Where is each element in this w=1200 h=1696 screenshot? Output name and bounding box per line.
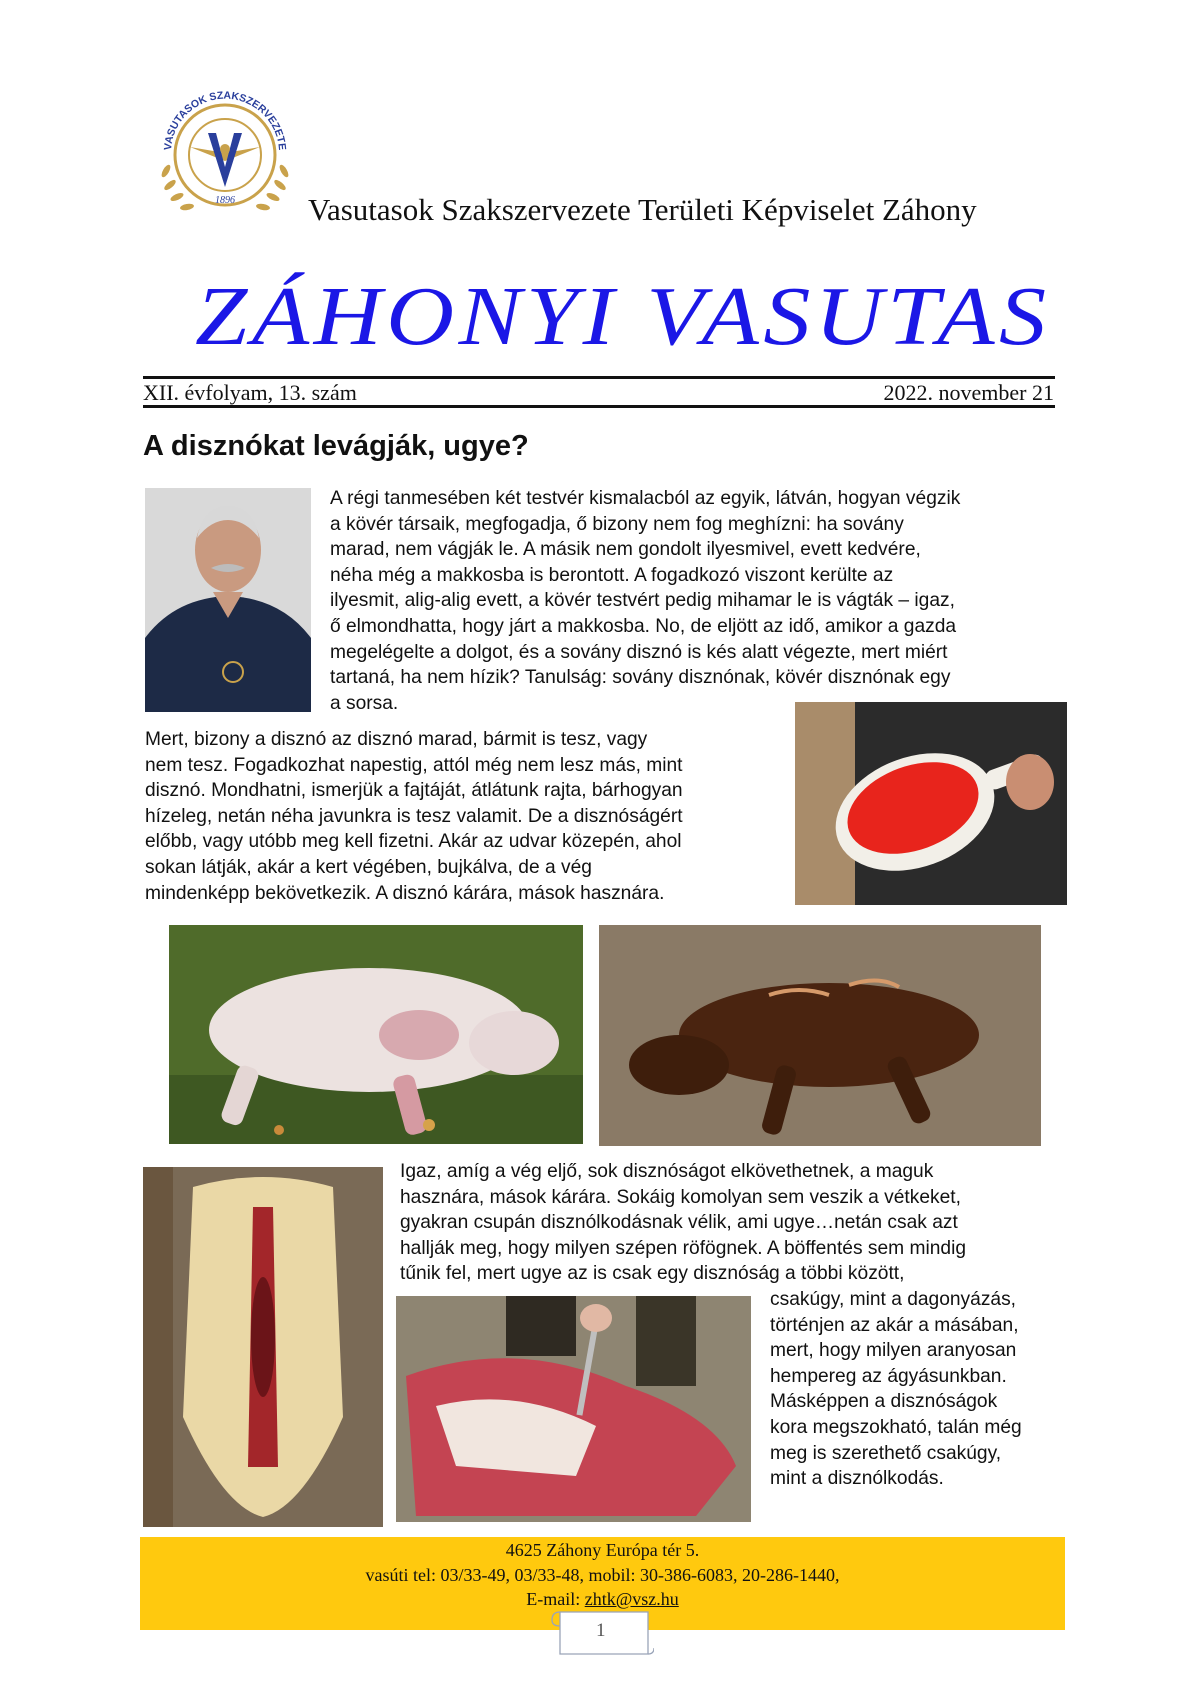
masthead-rule-top: [143, 376, 1055, 379]
article-paragraph-2: Mert, bizony a disznó az disznó marad, bármit is tesz, vagy nem tesz. Fogadkozhat napestig, attól még nem lesz más, mint disznó. Mondhatni, ismerjük a fajtáját, átlátunk rajta, bárhogyan hízeleg, netán néha javunkra is tesz valamit. De a disznóságért előbb, vagy utóbb meg kell fizetni. Akár az udvar közepén, ahol sokan látják, akár a kert végében, bujkálva, de a vég mindenképp bekövetkezik. A disznó kárára, mások hasznára.: [145, 729, 683, 904]
issue-number: XII. évfolyam, 13. szám: [143, 380, 357, 405]
footer-email-link[interactable]: zhtk@vsz.hu: [584, 1589, 679, 1609]
masthead-rule-bottom: [143, 405, 1055, 408]
scorched-pig-photo: [599, 925, 1041, 1146]
white-pig-photo: [169, 925, 583, 1144]
footer-email-label: E-mail:: [526, 1589, 581, 1609]
issue-date: 2022. november 21: [883, 380, 1054, 405]
logo-year: 1896: [215, 195, 235, 206]
split-carcass-photo: [143, 1167, 383, 1527]
article-paragraph-1: A régi tanmesében két testvér kismalacból az egyik, látván, hogyan végzik a kövér társaik, megfogadja, ő bizony nem fog meghízni: ha sovány marad, nem vágják le. A másik nem gondolt ilyesmivel, evett kedvére, néha még a makkosba is berontott. A fogadkozó viszont kerülte az ilyesmit, alig-alig evett, a kövér testvért pedig mihamar le is vágták – igaz, ő elmondhatta, hogy járt a makkosba. No, de eljött az idő, amikor a gazda megelégelte a dolgot, és a sovány disznó is kés alatt végezte, mert miért tartaná, ha nem hízik? Tanulság: sovány disznónak, kövér disznónak egy a sorsa.: [330, 488, 961, 714]
union-logo: [150, 75, 300, 225]
butchering-photo: [396, 1296, 751, 1522]
organization-name: Vasutasok Szakszervezete Területi Képviselet Záhony: [308, 192, 977, 227]
article-paragraph-3: Igaz, amíg a vég eljő, sok disznóságot elkövethetnek, a maguk hasznára, mások kárára. Sokáig komolyan sem veszik a vétkeket, gyakran csupán disznólkodásnak vélik, ami ugye…netán csak azt hallják meg, hogy milyen szépen röfögnek. A böffentés sem mindig tűnik fel, mert ugye az is csak egy disznóság a többi között,: [400, 1161, 967, 1285]
page-number: 1: [596, 1620, 606, 1641]
footer-address: 4625 Záhony Európa tér 5.: [505, 1540, 700, 1560]
footer-phones: vasúti tel: 03/33-49, 03/33-48, mobil: 30-386-6083, 20-286-1440,: [365, 1564, 840, 1585]
newspaper-masthead: ZÁHONYI VASUTAS: [195, 270, 1051, 363]
article-title: A disznókat levágják, ugye?: [143, 430, 529, 462]
article-paragraph-4: csakúgy, mint a dagonyázás, történjen az akár a másában, mert, hogy milyen aranyosan hempereg az ágyásunkban. Másképpen a disznóságok kora megszokható, talán még meg is szerethető csakúgy, mint a disznólkodás.: [770, 1289, 1022, 1490]
logo-ring-text: VASUTASOK SZAKSZERVEZETE: [161, 89, 289, 151]
blood-bowl-photo: [795, 702, 1067, 905]
author-portrait-photo: [145, 488, 311, 712]
